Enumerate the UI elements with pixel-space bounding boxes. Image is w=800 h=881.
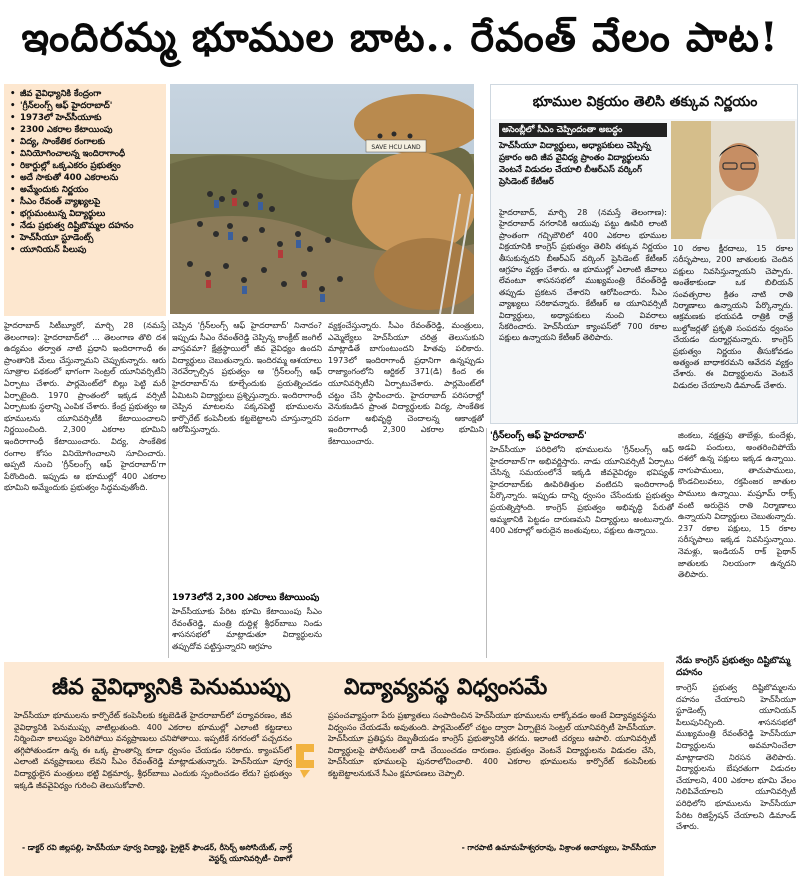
highlight-item: • రికార్డుల్లో ఒక్కఎకరం ప్రభుత్వం [10, 160, 160, 172]
article-column-4: హెచ్‌సీయూ పరిధిలోని భూములను 'గ్రీన్‌లంగ్స్ ఆఫ్ హైదరాబాద్'గా అభివర్ణిస్తారు. నాడు యూనివర్సిటీ ఏర్పాటు చేసిన్న సమయంలోనే ఇక్కడి జీవవైవిధ్యం భవిష్యత్ హైదరాబాద్‌కు ఊపిరితిత్తుల వంటిదని ఇందిరాగాంధీ పేర్కొన్నారు. ఇప్పుడు దాన్ని ధ్వంసం చేసేందుకు ప్రభుత్వం ప్రయత్నిస్తోంది. కాంగ్రెస్ ప్రభుత్వం అభివృద్ధి పేరుతో అమ్మకానికి పెట్టడం దారుణమని విద్యార్థులు అంటున్నారు. 400 ఎకరాల్లో అరుదైన జంతువులు, పక్షులు ఉన్నాయి. [490, 445, 674, 536]
column-rule [168, 320, 169, 658]
opinion-right-byline: - గారపాటి ఉమామహేశ్వరరావు, విశ్రాంత ఆచార్యులు, హెచ్‌సీయూ [461, 843, 656, 852]
article-column-2: చెప్పిన 'గ్రీన్‌లంగ్స్ ఆఫ్ హైదరాబాద్' నినాదం? ఇప్పుడు సీఎం రేవంత్‌రెడ్డి చెప్పిన్న కాంక్రీట్ జంగిల్ వాస్తవమా? క్షేత్రస్థాయిలో జీవ వైవిధ్యం ఉందని విద్యార్థులు చెబుతున్నారు. ఇందిరమ్మ ఆశయాలు నెరవేర్చాల్సిన ప్రభుత్వం ఆ 'గ్రీన్‌లంగ్స్ ఆఫ్ హైదరాబాద్'ను కూల్చేందుకు ప్రయత్నించడం ఏమిటని విద్యార్థులు ప్రశ్నిస్తున్నారు. ఇందిరాగాంధీ చెప్పిన మాటలను పక్కనపెట్టి భూములను కార్పొరేట్ కంపెనీలకు కట్టబెట్టాలని చూస్తున్నారని ఆరోపిస్తున్నారు. [172, 321, 322, 435]
highlights-box [4, 84, 166, 316]
opinion-right-text: ప్రపంచవ్యాప్తంగా పేరు ప్రఖ్యాతలు సంపాదించిన హెచ్‌సీయూ భూములను లాక్కోవడం అంటే విద్యావ్యవస్థను విధ్వంసం చేయడమే అవుతుంది. పార్లమెంట్‌లో చట్టం ద్వారా ఏర్పాటైన సెంట్రల్ యూనివర్సిటీ హెచ్‌సీయూ. హెచ్‌సీయూ ప్రతిష్ఠను దెబ్బతీయడం కాంగ్రెస్ ప్రభుత్వానికి తగదు. ఇలాంటి చర్యలు ఆపాలి. యూనివర్సిటీ విద్యార్థులపై పోలీసులతో దాడి చేయించడం దారుణం. ప్రభుత్వం వెంటనే విద్యార్థులను విడుదల చేసి, హెచ్‌సీయూ భూములపై పునరాలోచించాలి. 400 ఎకరాల భూములను కార్పొరేట్ కంపెనీలకు కట్టబెట్టాలనుకునే సీఎం క్షమాపణలు చెప్పాలి. [328, 711, 656, 778]
article-column-5: జింకలు, నక్షత్రపు తాబేళ్లు, కుందేళ్లు, అడవి పందులు, అంతరించిపోయే దశలో ఉన్న పక్షులు ఇక్కడ ఉన్నాయి. నాగుపాములు, తాచుపాములు, కొండచిలువలు, రక్తపింజర జాతుల పాములు ఉన్నాయి. మష్రూమ్ రాక్స్ వంటి అరుదైన రాతి నిర్మాణాలు ఉన్నాయని విద్యార్థులు చెబుతున్నారు. 237 రకాల పక్షులు, 15 రకాల సరీసృపాలు ఇక్కడ నివసిస్తున్నాయి. నెమళ్లు, ఇండియన్ రాక్ పైథాన్ జాతులకు నిలయంగా ఉన్నదని తెలిపారు. [678, 431, 796, 580]
sidebox-title: భూముల విక్రయం తెలిసి తక్కువ నిర్ణయం [491, 85, 798, 119]
portrait-illustration [671, 121, 795, 239]
protest-photo-illustration [170, 84, 474, 314]
highlight-item: • 1973లో హెచ్‌సీయూకు [10, 112, 160, 124]
opinion-right-title: విద్యావ్యవస్థ విధ్వంసమే [344, 674, 548, 700]
highlight-item: • యూనియన్ పిలుపు [10, 244, 160, 256]
highlight-item: • హెచ్‌సీయూ స్టూడెంట్స్ [10, 232, 160, 244]
ktr-sidebox [490, 84, 798, 424]
article-column-3: వ్యక్తంచేస్తున్నారు. సీఎం రేవంత్‌రెడ్డి, మంత్రులు, ఎమ్మెల్యేలు హెచ్‌సీయూ చరిత్ర తెలుసుకుని మాట్లాడితే బాగుంటుందని హితవు పలికారు. 1973లో ఇందిరాగాంధీ ప్రధానిగా ఉన్నప్పుడు రాజ్యాంగంలోని ఆర్టికల్ 371(డి) కింద ఈ యూనివర్సిటీని ఏర్పాటుచేశారు. పార్లమెంట్‌లో చట్టం చేసి స్థాపించారు. హైదరాబాద్ పరిసరాల్లో వెనుకబడిన ప్రాంత విద్యార్థులకు విద్య, సాంకేతిక పరంగా అభివృద్ధి చెందాలన్న ఆకాంక్షతో ఇందిరాగాంధీ 2,300 ఎకరాల భూమిని కేటాయించారు. [328, 321, 484, 446]
opinion-left-title: జీవ వైవిధ్యానికి పెనుముప్పు [52, 674, 290, 700]
highlight-item: • అమ్మేందుకు నిర్ణయం [10, 184, 160, 196]
highlight-item: • భగ్గుమంటున్న విద్యార్థులు [10, 208, 160, 220]
headline: ఇందిరమ్మ భూముల బాట.. రేవంత్ వేలం పాట! [21, 14, 779, 61]
highlight-item: • నేడు ప్రభుత్వ దిష్టిబొమ్మల దహనం [10, 220, 160, 232]
subheading-green-lungs: 'గ్రీన్‌లంగ్స్ ఆఫ్ హైదరాబాద్' [490, 430, 674, 443]
ktr-portrait [671, 121, 795, 239]
highlight-item: • వినియోగించాలన్న ఇందిరాగాంధీ [10, 148, 160, 160]
highlight-item: • విద్య, సాంకేతిక రంగాలకు [10, 136, 160, 148]
sidebox-deck [499, 123, 667, 188]
article-column-6: కాంగ్రెస్ ప్రభుత్వ దిష్టిబొమ్మలను దహనం చేయాలని హెచ్‌సీయూ స్టూడెంట్స్ యూనియన్ పిలుపునిచ్చింది. శాసనసభలో ముఖ్యమంత్రి రేవంత్‌రెడ్డి హెచ్‌సీయూ విద్యార్థులను అవమానించేలా మాట్లాడారని నిరసన తెలిపారు. విద్యార్థులను బేషరతుగా విడుదల చేయాలని, 400 ఎకరాల భూమి వేలం నిలిపివేయాలని యూనివర్సిటీ పరిధిలోని భూములను హెచ్‌సీయూ పేరిట రిజిస్ట్రేషన్ చేయాలని డిమాండ్ చేశారు. [676, 683, 796, 832]
opinion-left-text: హెచ్‌సీయూ భూములను కార్పొరేట్ కంపెనీలకు కట్టబెడితే హైదరాబాద్‌లో పర్యావరణం, జీవ వైవిధ్యానికి పెనుముప్పు వాటిల్లుతుంది. 400 ఎకరాల భూముల్లో ఎలాంటి కట్టడాలు నిర్మించినా కాలుష్యం పెరిగిపోయి వన్యప్రాణులు చనిపోతాయి. ఇప్పటికే నగరంలో పచ్చదనం తగ్గిపోతుండగా ఉన్న ఈ ఒక్క ప్రాంతాన్ని కూడా ధ్వంసం చేయడం సరికాదు. క్యాంపస్‌లో ఎలాంటి వన్యప్రాణులు లేవని సీఎం రేవంత్‌రెడ్డి మాట్లాడుతున్నారు. హెచ్‌సీయూ పూర్వ విద్యార్థులైన మంత్రులు భట్టి విక్రమార్క, శ్రీధర్‌బాబు ఎందుకు స్పందించడం లేదు? ప్రభుత్వం ఇక్కడి జీవవైవిధ్యం గురించి తెలుసుకోవాలి. [14, 711, 292, 790]
banner-text: SAVE HCU LAND [371, 144, 421, 151]
highlight-item: • సీఎం రేవంత్ వ్యాఖ్యలపై [10, 196, 160, 208]
sidebox-deck-strap: అసెంబ్లీలో సీఎం చెప్పిందంతా అబద్ధం [499, 123, 667, 137]
article-column-1: హైదరాబాద్ సిటీబ్యూరో, మార్చి 28 (నమస్తే తెలంగాణ): హైదరాబాద్‌లో ... తెలంగాణ తొలి దశ ఉద్యమం తర్వాత నాటి ప్రధాని ఇందిరాగాంధీ ఈ ప్రాంతానికి మేలు చేస్తున్నామని చెప్పుకున్నారు. ఆరు సూత్రాల పథకంలో భాగంగా సెంట్రల్ యూనివర్సిటీని ఏర్పాటు చేశారు. పార్లమెంట్‌లో బిల్లు పెట్టి మరీ ఏర్పాటైంది. 1970 ప్రాంతంలో ఇక్కడ వర్సిటీ ఏర్పాటుకు స్థలాన్ని ఎంపిక చేశారు. కేంద్ర ప్రభుత్వం ఆ భూములను యూనివర్సిటీకి కేటాయించాలని నిర్ణయించింది. 2,300 ఎకరాల భూమిని ఇందిరాగాంధీ కేటాయించారు. విద్య, సాంకేతిక రంగాల కోసం వినియోగించాలని సూచించారు. అప్పటి నుంచి 'గ్రీన్‌లంగ్స్ ఆఫ్ హైదరాబాద్'గా పేరొందింది. ఇప్పుడు ఆ భూముల్లో 400 ఎకరాల భూమిని అమ్మేందుకు ప్రభుత్వం సిద్ధమవుతోంది. [4, 321, 166, 493]
highlight-item: • 'గ్రీన్‌లంగ్స్ ఆఫ్ హైదరాబాద్' [10, 100, 160, 112]
opinion-panel [4, 662, 664, 876]
opinion-left-byline: - డాక్టర్ రవి జిల్లపల్లి, హెచ్‌సీయూ పూర్వ విద్యార్థి, ప్రైలైన్ ఫౌండర్, రీసెర్చ్ అసోసియేట్, నార్త్ వెస్టర్న్ యూనివర్సిటీ- చికాగో [22, 843, 292, 863]
highlight-item: • జీవ వైవిధ్యానికి కేంద్రంగా [10, 88, 160, 100]
sidebox-deck-text: హెచ్‌సీయూ విద్యార్థులు, అధ్యాపకులు చెప్పిన్న ప్రకారం అది జీవ వైవిధ్య ప్రాంతం విద్యార్థులను వెంటనే విడుదల చేయాలి బీఆర్‌ఎస్ వర్కింగ్ ప్రెసిడెంట్ కేటీఆర్ [499, 141, 651, 187]
quote-icon [292, 740, 322, 780]
column-rule [486, 428, 487, 658]
article-column-2b: హెచ్‌సీయూకు పేరిట భూమి కేటాయింపు సీఎం రేవంత్‌రెడ్డి, మంత్రి దుద్దిళ్ల శ్రీధర్‌బాబు నిండు శాసనసభలో మాట్లాడుతూ విద్యార్థులను తప్పుదోవ పట్టిస్తున్నారని ఆగ్రహం [172, 607, 322, 651]
sidebox-column-1: హైదరాబాద్, మార్చి 28 (నమస్తే తెలంగాణ): హైదరాబాద్ నగరానికి ఆయువు పట్టు ఊపిరి లాంటి ప్రాంతంగా గచ్చిబౌలిలో 400 ఎకరాల భూముల విక్రయానికి కాంగ్రెస్ ప్రభుత్వం తెలిసి తక్కువ నిర్ణయం తీసుకున్నదని బీఆర్‌ఎస్ వర్కింగ్ ప్రెసిడెంట్ కేటీఆర్ ఆగ్రహం వ్యక్తం చేశారు. ఆ భూముల్లో ఎలాంటి జీవాలు లేవంటూ శాసనసభలో ముఖ్యమంత్రి రేవంత్‌రెడ్డి తప్పుడు ప్రకటన చేశారని ఆరోపించారు. సీఎం వ్యాఖ్యలు సరికావన్నారు. కేటీఆర్ ఆ యూనివర్సిటీ విద్యార్థులు, అధ్యాపకులు నుంచి వివరాలు సేకరించారు. హెచ్‌సీయూ క్యాంపస్‌లో 700 రకాల పక్షులు ఉన్నాయని కేటీఆర్ తెలిపారు. [499, 208, 667, 343]
protest-photo [170, 84, 474, 314]
highlight-item: • అదే సాకుతో 400 ఎకరాలను [10, 172, 160, 184]
effigy-subheading: నేడు కాంగ్రెస్ ప్రభుత్వం దిష్టిబొమ్మ దహనం [676, 656, 791, 678]
sidebox-column-2: 10 రకాల క్షీరదాలు, 15 రకాల సరీసృపాలు, 200 జాతులకు చెందిన పక్షులు నివసిస్తున్నాయని చెప్పారు. అంతేకాకుండా ఒక బిలియన్ సంవత్సరాల క్రితం నాటి రాతి నిర్మాణాలు ఉన్నాయని పేర్కొన్నారు. ఆక్రమణకు భయపడి రాత్రికి రాత్రే బుల్డోజర్లతో ప్రకృతి సంపదను ధ్వంసం చేయడం దుర్మార్గమన్నారు. కాంగ్రెస్ ప్రభుత్వం నిర్ణయం తీసుకోవడం అత్యంత బాధాకరమని ఆవేదన వ్యక్తం చేశారు. ఈ విద్యార్థులను వెంటనే విడుదల చేయాలని డిమాండ్ చేశారు. [673, 244, 793, 390]
subheading-1973: 1973లోనే 2,300 ఎకరాలు కేటాయింపు [172, 592, 322, 605]
highlight-item: • 2300 ఎకరాల కేటాయింపు [10, 124, 160, 136]
